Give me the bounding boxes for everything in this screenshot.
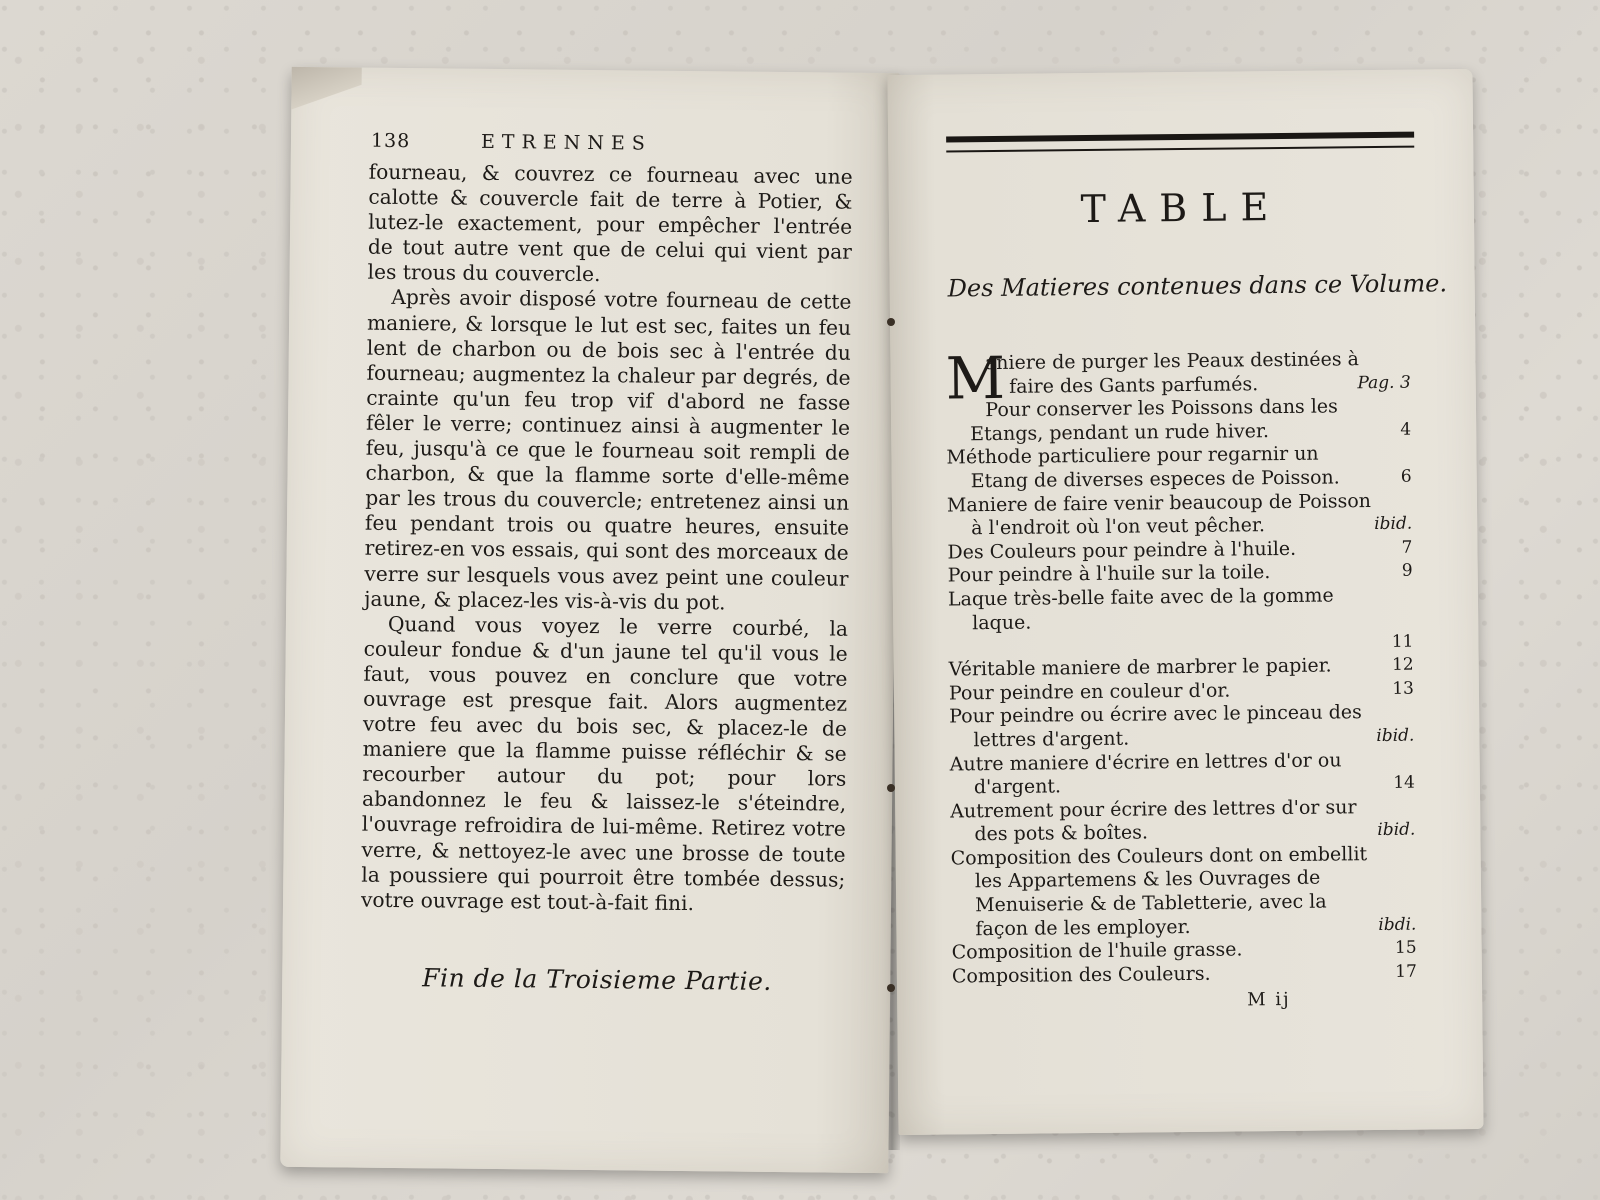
paragraph: Après avoir disposé votre fourneau de cette maniere, & lorsque le lut est sec, faites un feu lent de charbon ou de bois sec à l'entrée du fourneau; augmentez la chaleur par degrés, de crainte qu'un feu trop vif d'abord ne fasse fêler le verre; continuez ainsi à augmenter le feu, jusqu'à ce que le fourneau soit rempli de charbon, & que la flamme sorte d'elle-même par les trous du couvercle; entretenez ainsi un feu pendant trois ou quatre heures, ensuite retirez-en vos essais, qui sont des morceaux de verre sur lesquels vous avez peint une couleur jaune, & placez-les vis-à-vis du pot. bbox=[364, 285, 852, 615]
toc-entry-text: Laque très-belle faite avec de la gomme laque. bbox=[947, 584, 1334, 634]
toc-entry-page: ibid. bbox=[1374, 513, 1413, 535]
toc-entry-text: Composition de l'huile grasse. bbox=[951, 938, 1243, 964]
toc-entry-page: 17 bbox=[1395, 961, 1417, 982]
toc-entry bbox=[949, 701, 1414, 753]
toc-entry bbox=[947, 489, 1412, 541]
toc-entry bbox=[951, 842, 1417, 941]
toc-entry-text: Méthode particuliere pour regarnir un Etang de diverses especes de Poisson. bbox=[946, 442, 1340, 493]
toc-entry bbox=[945, 343, 1411, 413]
toc-entry-text: Autrement pour écrire des lettres d'or sur des pots & boîtes. bbox=[950, 795, 1357, 846]
toc-entry-page: ibid. bbox=[1377, 819, 1416, 841]
toc-entry-text: Composition des Couleurs dont on embellit les Appartemens & les Ouvrages de Menuiserie & de Tabletterie, avec la façon de les employer. bbox=[950, 842, 1368, 940]
toc-entry-text: Véritable maniere de marbrer le papier. bbox=[948, 654, 1332, 681]
right-page bbox=[887, 69, 1483, 1135]
toc-entry-page: 13 bbox=[1392, 678, 1415, 699]
left-page bbox=[280, 67, 899, 1173]
running-head bbox=[371, 130, 871, 157]
toc-entry-text: Pour peindre ou écrire avec le pinceau des lettres d'argent. bbox=[949, 701, 1362, 752]
toc-entry-text: Composition des Couleurs. bbox=[951, 962, 1211, 988]
toc-entry bbox=[950, 748, 1415, 800]
toc-entry-page: ibdi. bbox=[1378, 914, 1417, 935]
toc-entry-page: 4 bbox=[1400, 419, 1412, 440]
page-subtitle: Des Matieres contenues dans ce Volume. bbox=[947, 269, 1448, 303]
toc-entry bbox=[946, 442, 1411, 494]
part-closing: Fin de la Troisieme Partie. bbox=[422, 963, 772, 996]
toc-entry-page: Pag. 3 bbox=[1357, 372, 1411, 393]
paragraph: Quand vous voyez le verre courbé, la couleur fondue & d'un jaune tel qu'il vous le faut, vous pouvez en conclure que votre ouvrage est presque fait. Alors augmentez votre feu avec du bois sec, & placez-le de maniere que la flamme puisse réfléchir & se recourber autour du pot; pour lors abandonnez le feu & laissez-le s'éteindre, l'ouvrage refroidira de lui-même. Retirez votre verre, & nettoyez-le avec une brosse de toute la poussiere qui pourroit être tombée dessus; votre ouvrage est tout-à-fait fini. bbox=[360, 611, 849, 915]
toc-entry-page: ibid. bbox=[1376, 725, 1415, 746]
toc-entry bbox=[950, 795, 1415, 847]
toc-entry-page: 15 bbox=[1394, 937, 1417, 959]
binding-stitch bbox=[887, 318, 895, 326]
signature-mark: M ij bbox=[1247, 988, 1291, 1011]
drop-cap: M bbox=[945, 343, 1006, 413]
toc-entry bbox=[947, 584, 1414, 652]
toc-entry-text: aniere de purger les Peaux destinées à faire des Gants parfumés. bbox=[984, 348, 1360, 398]
page-number: 138 bbox=[370, 129, 411, 153]
toc-entry-page: 14 bbox=[1393, 772, 1416, 793]
binding-stitch bbox=[887, 984, 895, 992]
toc-entry-text: Pour peindre à l'huile sur la toile. bbox=[947, 561, 1271, 587]
toc-entry-page: 6 bbox=[1400, 466, 1412, 487]
dog-ear-corner bbox=[291, 67, 361, 113]
table-of-contents bbox=[945, 343, 1417, 989]
toc-entry-text: Pour conserver les Poissons dans les Etangs, pendant un rude hiver. bbox=[970, 395, 1338, 446]
body-text bbox=[361, 160, 853, 918]
double-rule bbox=[946, 132, 1414, 153]
toc-entry bbox=[952, 960, 1417, 988]
toc-entry-page: 7 bbox=[1401, 537, 1413, 558]
toc-entry-text: Pour peindre en couleur d'or. bbox=[948, 679, 1231, 705]
toc-entry-page: 9 bbox=[1401, 560, 1413, 582]
toc-entry-page: 11 bbox=[1391, 631, 1414, 652]
toc-entry-text: Maniere de faire venir beaucoup de Poisson à l'endroit où l'on veut pêcher. bbox=[946, 489, 1372, 540]
binding-stitch bbox=[887, 784, 895, 792]
page-title: TABLE bbox=[1080, 184, 1283, 232]
running-title: ETRENNES bbox=[480, 130, 652, 155]
toc-entry bbox=[946, 395, 1411, 447]
toc-entry-text: Autre maniere d'écrire en lettres d'or ou d'argent. bbox=[949, 748, 1342, 799]
paragraph: fourneau, & couvrez ce fourneau avec une calotte & couvercle fait de terre à Potier, & lutez-le exactement, pour empêcher l'entrée de tout autre vent que de celui qui vient par les trous du couvercle. bbox=[367, 159, 853, 287]
toc-entry-text: Des Couleurs pour peindre à l'huile. bbox=[947, 537, 1297, 564]
toc-entry-page: 12 bbox=[1391, 654, 1414, 675]
